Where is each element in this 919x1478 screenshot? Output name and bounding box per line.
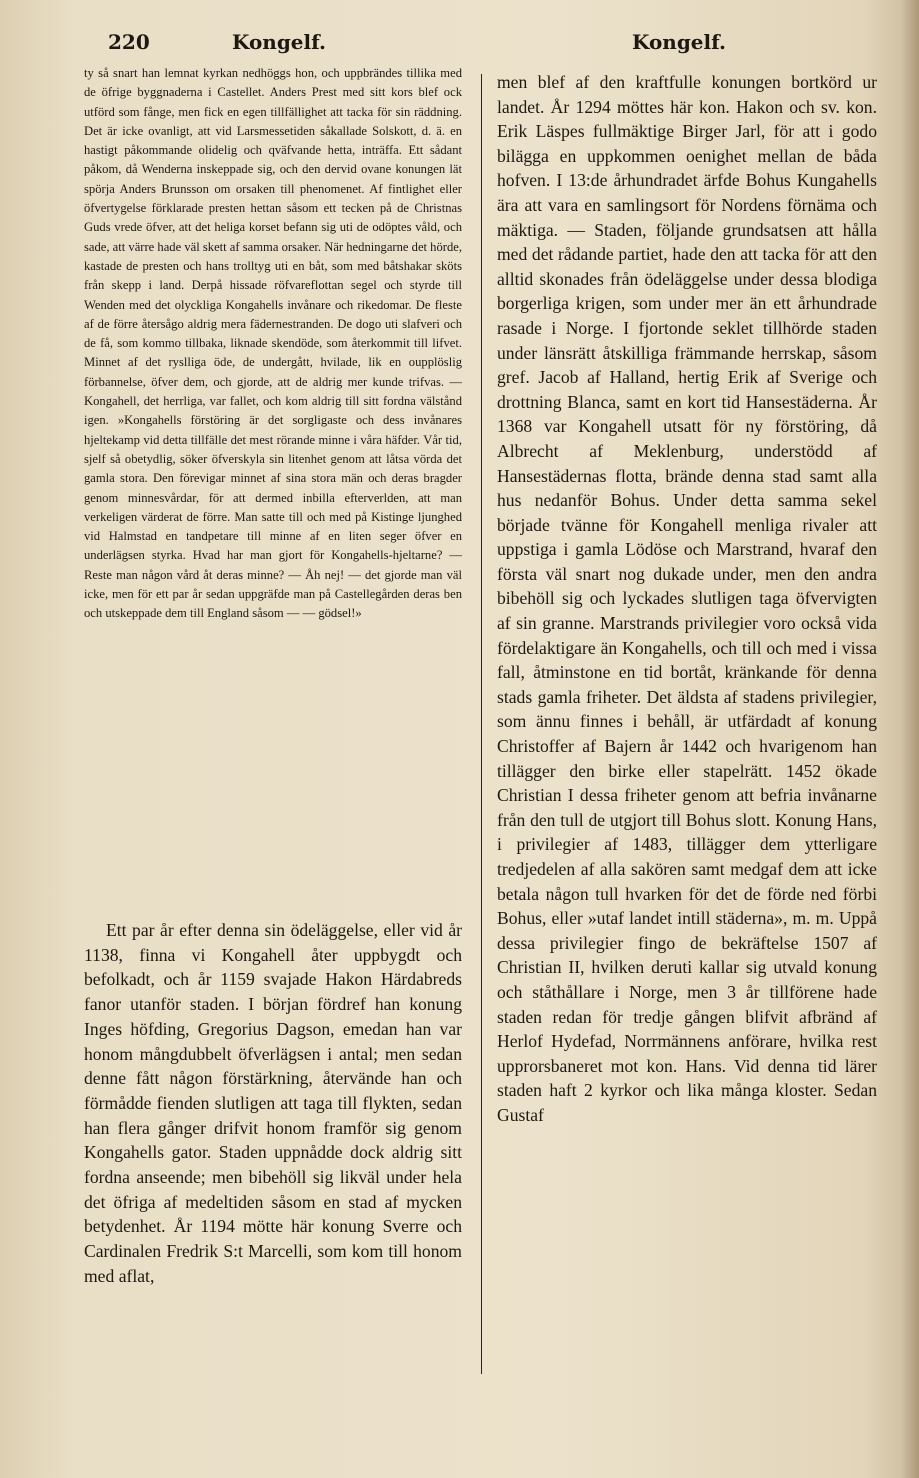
page-number: 220	[108, 30, 150, 54]
left-column-body	[84, 918, 462, 1289]
left-column-small-print	[84, 64, 462, 624]
running-head-right: Kongelf.	[632, 30, 726, 54]
body-paragraph: Ett par år efter denna sin ödeläggelse, eller vid år 1138, finna vi Kongahell åter uppbygdt och befolkadt, och år 1159 svajade Hakon Härdabreds fanor utanför staden. I början fördref han konung Inges höfding, Gregorius Dagson, emedan han var honom mångdubbelt öfverlägsen i antal; men sedan denne fått någon förstärkning, återvände han och förmådde fienden slutligen att taga till flykten, sedan han flera gånger drifvit honom framför sig genom Kongahells gator. Staden uppnådde dock aldrig sitt fordna anseende; men bibehöll sig likväl under hela det öfriga af medeltiden såsom en stad af mycken betydenhet. År 1194 mötte här konung Sverre och Cardinalen Fredrik S:t Marcelli, som kom till honom med aflat,	[84, 920, 462, 1286]
running-head-left: Kongelf.	[232, 30, 326, 54]
right-column-body	[497, 70, 877, 1128]
column-divider	[481, 74, 482, 1374]
quoted-passage: ty så snart han lemnat kyrkan nedhöggs hon, och uppbrändes tillika med de öfrige byggnaderna i Castellet. Anders Prest med sitt kors blef ock utförd som fånge, men fick en egen tillfällighet att tacka för sin räddning. Det är icke ovanligt, att vid Larsmessetiden såkallade Solskott, d. ä. en hastigt påkommande olidelig och qväfvande hetta, inträffa. Ett sådant påkom, då Wenderna inskeppade sig, och den dervid ovane konungen lät spörja Anders Brunsson om orsaken till phenomenet. Af fintlighet eller öfvertygelse förklarade presten hettan såsom ett tecken på de Christnas Guds vrede öfver, att det heliga korset befann sig uti de odöptes våld, och sade, att värre hade väl skett af samma orsaker. När hedningarne det hörde, kastade de presten och hans trolltyg uti en båt, som med båtshakar sköts från skepp i land. Derpå hissade röfvareflottan segel och styrde till Wenden med det olyckliga Kongahells invånare och rikedomar. De fleste af de förre återsågo aldrig mera fädernestranden. De dogo uti slafveri och de få, som kommo tillbaka, liknade skendöde, som återkommit till lifvet. Minnet af det ryslliga öde, de undergått, hvilade, lik en oupplöslig förbannelse, öfver dem, och gjorde, att de aldrig mer kunde trifvas. — Kongahell, det herrliga, var fallet, och kom aldrig till sitt fordna välstånd igen. »Kongahells förstöring är det sorgligaste och dess invånares hjeltekamp vid detta tillfälle det mest rörande minne i våra häfder. Vår tid, sjelf så obetydlig, söker öfverskyla sin litenhet genom att låtsa vörda det gamla stora. Den förevigar minnet af sina stora män och deras bragder genom minnesvårdar, för att dermed inbilla efterverlden, att man verkeligen värderat de förre. Man satte till och med på Kistinge ljunghed vid Halmstad en tandpetare till minne af en liten seger öfver en underlägsen styrka. Hvad har man gjort för Kongahells-hjeltarne? — Reste man någon vård åt deras minne? — Åh nej! — det gjorde man väl icke, men för ett par år sedan uppgräfde man på Castellegården deras ben och utskeppade dem till England såsom — — gödsel!»	[84, 66, 463, 621]
page-edge	[901, 0, 919, 1478]
body-paragraph: men blef af den kraftfulle konungen bortkörd ur landet. År 1294 möttes här kon. Hakon och sv. kon. Erik Läspes fullmäktige Birger Jarl, för att i godo bilägga en uppkommen oenighet mellan de båda hofven. I 13:de århundradet ärfde Bohus Kungahells ära att vara en samlingsort för Nordens förnäma och mäktiga. — Staden, följande grundsatsen att hålla med det rådande partiet, hade den att tacka för att den alltid skonades från ödeläggelse under dessa blodiga borgerliga krigen, som under mer än ett århundrade rasade i Norge. I fjortonde seklet tillhörde staden under länsrätt åtskilliga främmande herrskap, såsom gref. Jacob af Halland, hertig Erik af Sverige och drottning Blanca, samt en kort tid Hansestäderna. År 1368 var Kongahell utsatt för ny förstöring, då Albrecht af Meklenburg, understödd af Hansestädernas flotta, brände denna stad samt alla hus nedanför Bohus. Under detta samma sekel började tvänne för Kongahell menliga rivaler att uppstiga i gamla Lödöse och Marstrand, hvaraf den första väl snart nog dukade under, men den andra bibehöll sig och lyckades slutligen taga öfvervigten af sin granne. Marstrands privilegier voro också vida fördelaktigare än Kongahells, och till och med i vissa fall, åtminstone en tid bortåt, kränkande för denna stads gamla friheter. Det äldsta af stadens privilegier, som ännu finnes i behåll, är utfärdadt af konung Christoffer af Bajern år 1442 och hvarigenom han tillägger den birke eller stapelrätt. 1452 ökade Christian I dessa friheter genom att befria invånarne från den tull de utgjort till Bohus slott. Konung Hans, i privilegier af 1483, tillägger dem ytterligare tredjedelen af alla sakören samt medgaf dem att icke betala någon tull hvarken för det de förde ned förbi Bohus, eller »utaf landet intill städerna», m. m. Uppå dessa privilegier fingo de bekräftelse 1507 af Christian II, hvilken deruti kallar sig utvald konung och ståthållare i Norge, men 3 år tillförene hade staden redan för tredje gången blifvit afbränd af Herlof Hydefad, Norrmännens anförare, hvilka rest upprorsbaneret mot kon. Hans. Vid denna tid lärer staden haft 2 kyrkor och lika många kloster. Sedan Gustaf	[497, 72, 877, 1125]
